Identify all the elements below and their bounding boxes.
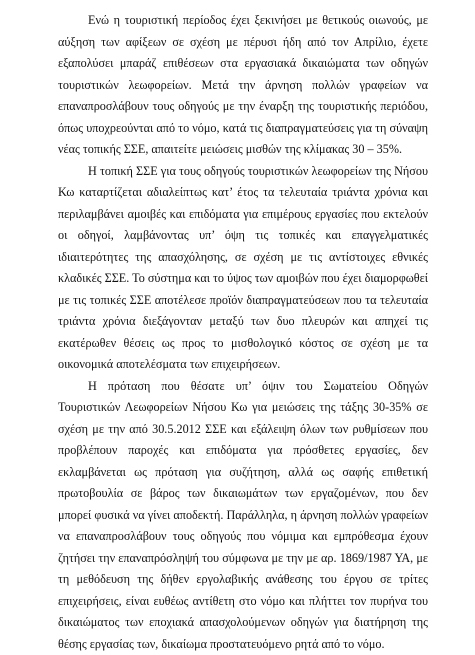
paragraph-local-agreement: Η τοπική ΣΣΕ για τους οδηγούς τουριστικών λεωφορείων της Νήσου Κω καταρτίζεται αδιαλείπτως κατ’ έτος τα τελευταία τριάντα χρόνια και περιλαμβάνει αμοιβές και επιδόματα για επιμέρους εργασίες που εκτελούν οι οδηγοί, λαμβάνοντας υπ’ όψη τις τοπικές και επαγγελματικές ιδιαιτερότητες της απασχόλησης, σε σχέση με τις αντίστοιχες εθνικές κλαδικές ΣΣΕ. Το σύστημα και το ύψος των αμοιβών που έχει διαμορφωθεί με τις τοπικές ΣΣΕ αποτέλεσε προϊόν διαπραγματεύσεων που τα τελευταία τριάντα χρόνια διεξάγονταν μεταξύ των δυο πλευρών και απηχεί τις εκατέρωθεν θέσεις ως προς το μισθολογικό κόστος σε σχέση με τα οικονομικά αποτελέσματα των επιχειρήσεων. xyxy=(58,161,428,376)
paragraph-proposal-rejection: Η πρόταση που θέσατε υπ’ όψιν του Σωματείου Οδηγών Τουριστικών Λεωφορείων Νήσου Κω για μειώσεις της τάξης 30-35% σε σχέση με την από 30.5.2012 ΣΣΕ και εξάλειψη όλων των ρυθμίσεων που προβλέπουν παροχές και επιδόματα για πρόσθετες εργασίες, δεν εκλαμβάνεται ως πρόταση για συζήτηση, αλλά ως σαφής επιθετική πρωτοβουλία σε βάρος των δικαιωμάτων των εργαζομένων, που δεν μπορεί φυσικά να γίνει αποδεκτή. Παράλληλα, η άρνηση πολλών γραφείων να επαναπροσλάβουν τους οδηγούς που νόμιμα και εμπρόθεσμα έχουν ζητήσει την επαναπρόσληψή του σύμφωνα με την με αρ. 1869/1987 ΥΑ, με τη μεθόδευση της δήθεν εργολαβικής ανάθεσης του έργου σε τρίτες επιχειρήσεις, είναι ευθέως αντίθετη στο νόμο και πλήττει τον πυρήνα του δικαιώματος των εποχιακά απασχολούμενων οδηγών για διατήρηση της θέσης εργασίας των, δικαίωμα προστατευόμενο ρητά από το νόμο. xyxy=(58,376,428,655)
document-body xyxy=(58,10,428,655)
paragraph-tourist-season: Ενώ η τουριστική περίοδος έχει ξεκινήσει με θετικούς οιωνούς, με αύξηση των αφίξεων σε σχέση με πέρυσι ήδη από τον Απρίλιο, έχετε εξαπολύσει μπαράζ επιθέσεων στα εργασιακά δικαιώματα των οδηγών τουριστικών λεωφορείων. Μετά την άρνηση πολλών γραφείων να επαναπροσλάβουν τους οδηγούς με την έναρξη της τουριστικής περιόδου, όπως υποχρεούνται από το νόμο, κατά τις διαπραγματεύσεις για τη σύναψη νέας τοπικής ΣΣΕ, απαιτείτε μειώσεις μισθών της κλίμακας 30 – 35%. xyxy=(58,10,428,161)
